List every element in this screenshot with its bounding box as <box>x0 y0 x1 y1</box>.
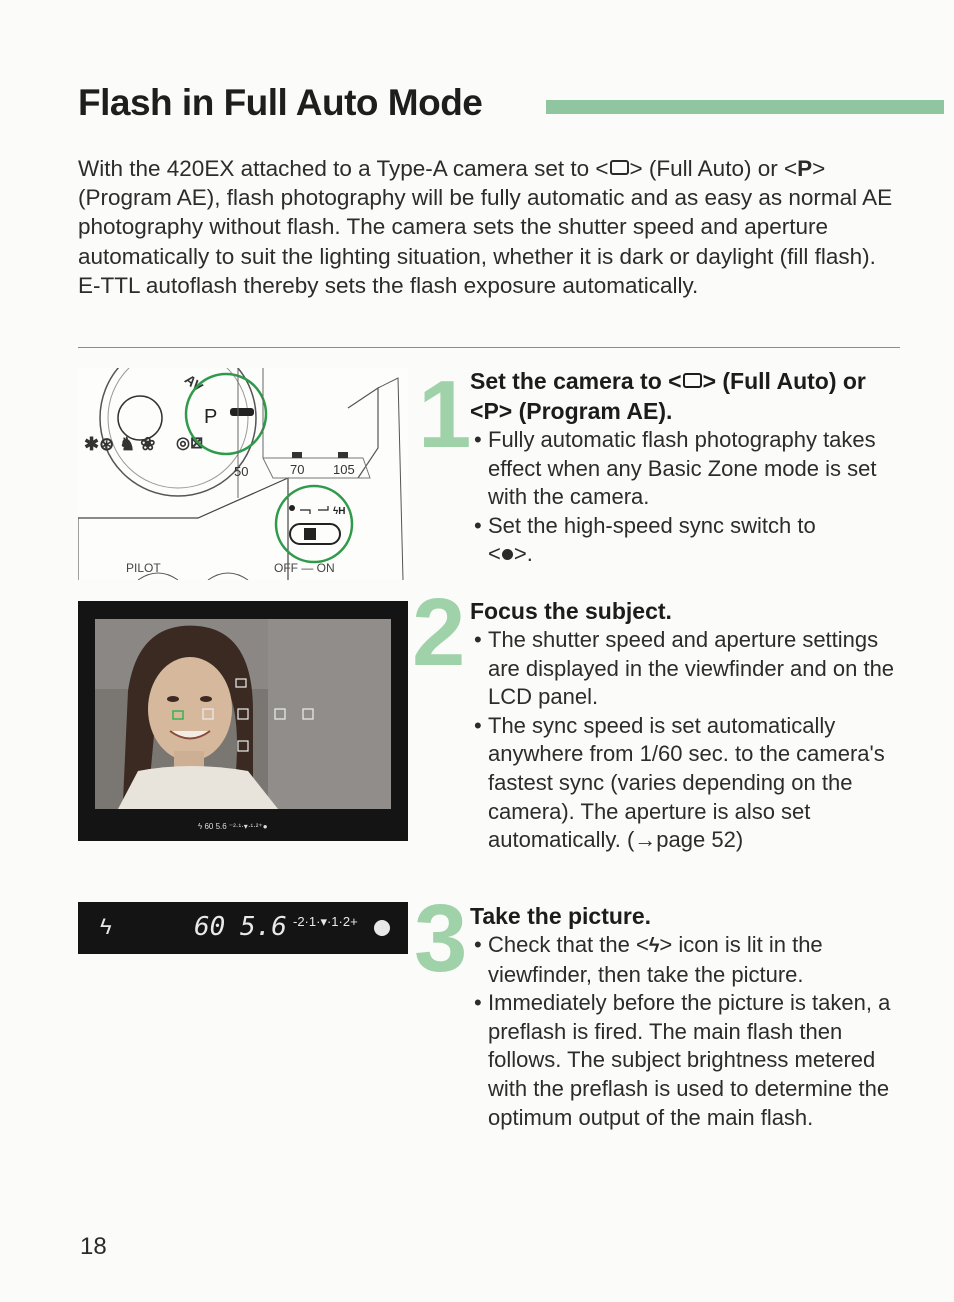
title-accent-bar <box>546 100 944 114</box>
title-row <box>78 82 944 132</box>
step-1-bullet-2-text: Set the high-speed sync switch to <box>488 512 816 538</box>
step-3-bullet-2: • Immediately before the picture is taken, a preflash is fired. The main flash then follows. The subject brightness metered with the preflash is used to determine the optimum output of the main flash. <box>470 989 910 1132</box>
step-2 <box>470 596 910 855</box>
zoom-70-label: 70 <box>290 462 305 477</box>
camera-dial-illustration <box>78 368 408 580</box>
step-3 <box>470 901 910 1132</box>
step-2-heading: Focus the subject. <box>470 598 672 624</box>
sync-h-label: ϟH <box>333 506 346 517</box>
step-3-number: 3 <box>414 885 468 992</box>
step-1-bullet-2-open: < <box>488 541 501 567</box>
step-2-bullet-1: • The shutter speed and aperture settings are displayed in the viewfinder and on the LCD panel. <box>470 626 910 712</box>
intro-text-1: With the 420EX attached to a Type-A camera set to < <box>78 156 609 181</box>
step-3-bullet-1-a: Check that the < <box>488 932 649 957</box>
full-auto-icon <box>683 373 702 388</box>
svg-text:◎⊠: ◎⊠ <box>176 435 204 452</box>
step-3-heading: Take the picture. <box>470 903 652 929</box>
step-1-bullet-2-close: >. <box>513 541 533 567</box>
svg-text:✱⊛ ♞ ❀: ✱⊛ ♞ ❀ <box>84 434 156 454</box>
program-ae-icon: P <box>483 398 499 424</box>
intro-text-2: > (Full Auto) or <box>629 156 778 181</box>
step-1 <box>470 366 910 569</box>
off-on-label: OFF — ON <box>274 561 335 575</box>
zoom-105-label: 105 <box>333 462 355 477</box>
viewfinder-readout: ϟ 60 5.6 ⁻²·¹·▾·¹·²⁺● <box>198 822 268 831</box>
step-1-bullet-2 <box>470 512 910 569</box>
page-title: Flash in Full Auto Mode <box>78 82 483 123</box>
step-1-bullet-1: • Fully automatic flash photography takes effect when any Basic Zone mode is set with the camera. <box>470 426 910 512</box>
step-1-heading <box>470 366 910 426</box>
step-2-bullet-2: • The sync speed is set automatically anywhere from 1/60 sec. to the camera's fastest sync (varies depending on the camera). The aperture is also set automatically. (→page 52) <box>470 712 910 855</box>
intro-paragraph <box>78 154 898 300</box>
step-3-bullet-1 <box>470 931 910 989</box>
high-speed-sync-dot-icon <box>374 920 390 936</box>
zoom-50-label: 50 <box>234 464 249 479</box>
page-number: 18 <box>80 1233 107 1260</box>
flash-ready-icon: ϟ <box>100 914 112 939</box>
section-divider <box>78 347 900 348</box>
high-speed-sync-dot-icon <box>502 549 513 560</box>
viewfinder-lcd-strip <box>78 902 408 954</box>
step-1-heading-a: Set the camera to < <box>470 368 682 394</box>
shutter-speed-readout: 60 <box>194 912 226 942</box>
aperture-readout: 5.6 <box>240 912 287 942</box>
step-1-heading-b: > (Full Auto) or < <box>470 368 866 424</box>
dial-av-label: AV <box>181 371 207 396</box>
viewfinder-illustration <box>78 601 408 841</box>
intro-text-3: < <box>783 156 798 181</box>
pilot-label: PILOT <box>126 561 161 575</box>
intro-text-4: > (Program AE), flash photography will be fully automatic and as easy as normal AE photography without flash. The camera sets the shutter speed and aperture automatically to suit the lighting situation, whether it is dark or daylight (fill flash). E-TTL autoflash thereby sets the flash exposure automatically. <box>78 156 893 298</box>
step-1-heading-c: > (Program AE). <box>498 398 673 424</box>
program-ae-icon: P <box>797 156 813 181</box>
step-2-number: 2 <box>412 579 466 686</box>
step-1-number: 1 <box>418 361 472 468</box>
full-auto-icon <box>610 160 629 175</box>
dial-p-label: P <box>204 406 218 428</box>
flash-icon: ϟ <box>648 935 660 957</box>
step-3-bullet-1-b: > icon is lit in the viewfinder, then take the picture. <box>488 932 823 987</box>
exposure-scale: -2·1·▾·1·2+ <box>293 914 358 929</box>
